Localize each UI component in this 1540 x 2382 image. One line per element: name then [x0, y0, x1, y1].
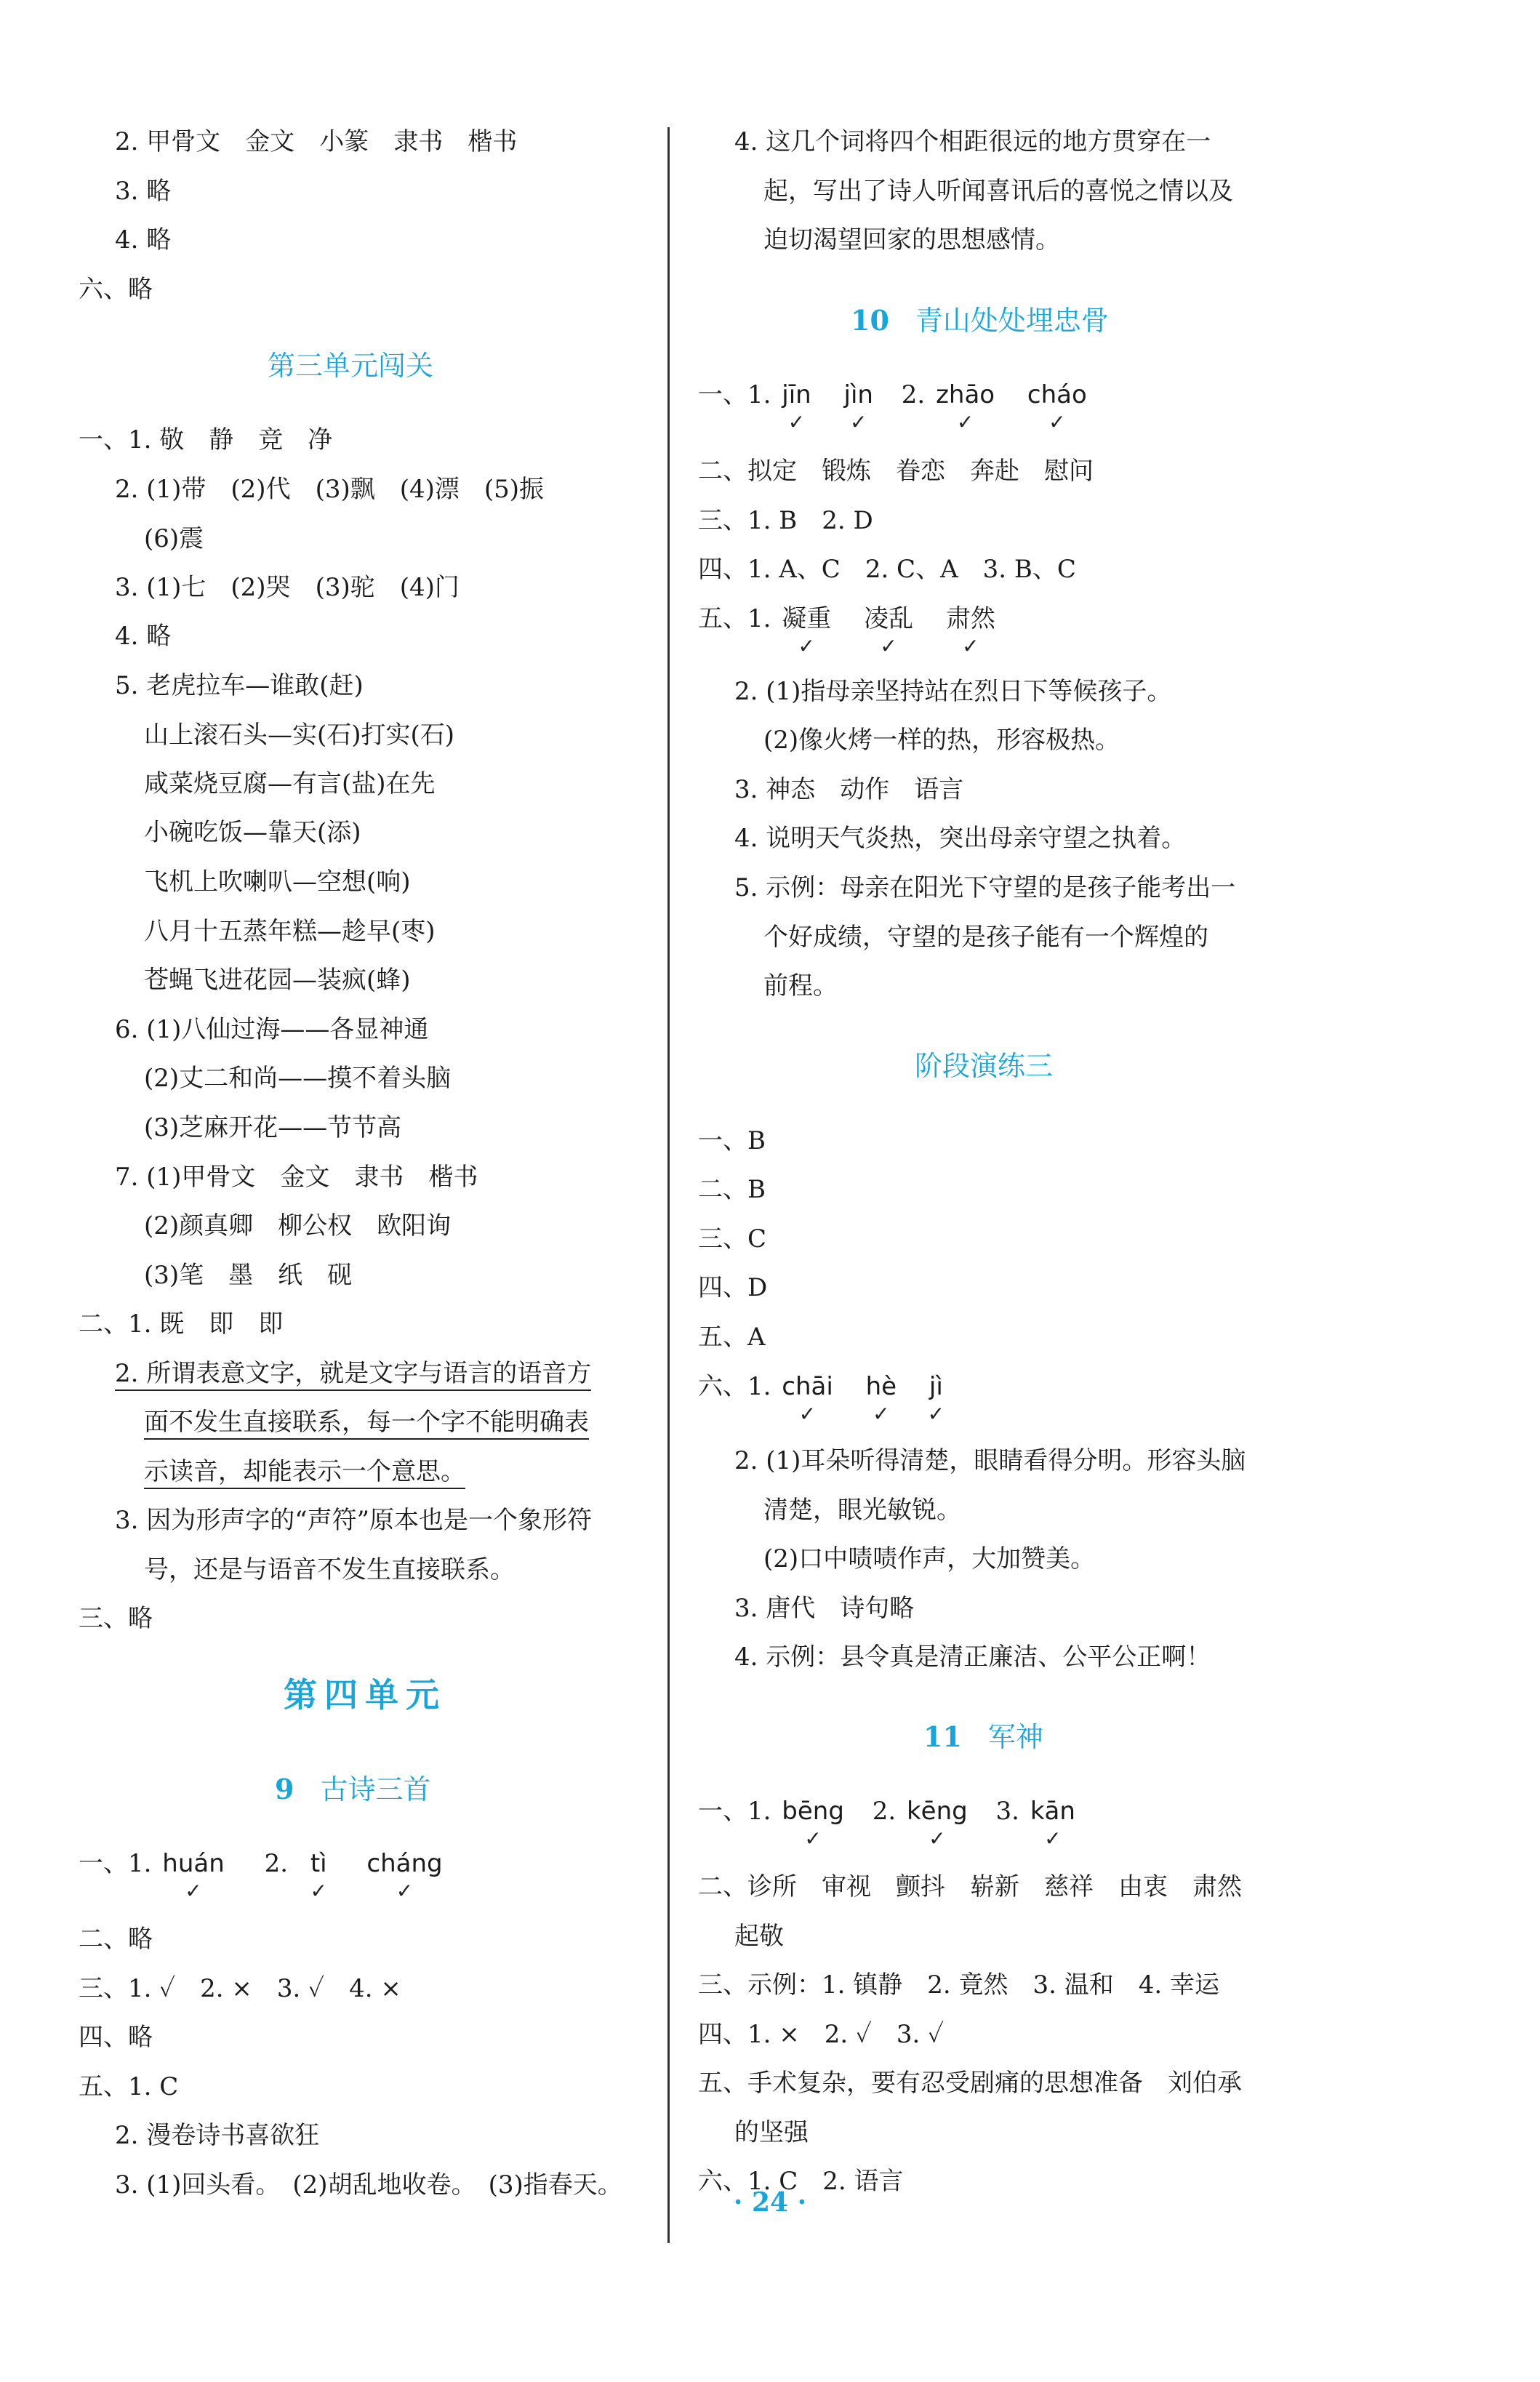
question-number: 五、1.: [698, 604, 771, 633]
answer-line: 4. 略: [115, 622, 172, 651]
answer-line: 2. (1)指母亲坚持站在烈日下等候孩子。: [734, 677, 1172, 706]
answer-line: (3)笔 墨 纸 砚: [144, 1261, 353, 1290]
question-number: 一、1.: [698, 1797, 771, 1826]
answer-line: 前程。: [763, 971, 838, 1000]
answer-line: (2)颜真卿 柳公权 欧阳询: [144, 1211, 452, 1240]
word-checked: 凝重 ✓: [782, 602, 831, 635]
answer-line: (6)震: [144, 524, 204, 553]
answer-line: 起敬: [734, 1922, 784, 1951]
answer-line: 四、1. × 2. ✓ 3. ✓: [698, 2020, 945, 2049]
pinyin-checked: cháng ✓: [366, 1847, 442, 1880]
underlined-text: 面不发生直接联系，每一个字不能明确表: [144, 1408, 589, 1440]
answer-line: (2)口中啧啧作声，大加赞美。: [763, 1544, 1096, 1573]
question-number: 2.: [872, 1797, 897, 1826]
answer-line: 一、B: [698, 1126, 766, 1155]
answer-line: 起，写出了诗人听闻喜讯后的喜悦之情以及: [763, 177, 1233, 206]
pinyin-checked: bēng ✓: [782, 1794, 844, 1828]
question-number: 2.: [901, 380, 926, 409]
section-title-stage3: 阶段演练三: [915, 1050, 1054, 1082]
lesson-title: 青山处处埋忠骨: [915, 305, 1109, 337]
answer-line: 2. (1)带 (2)代 (3)飘 (4)漂 (5)振: [115, 475, 545, 504]
answer-line: 3. 神态 动作 语言: [734, 775, 964, 804]
answer-line: 迫切渴望回家的思想感情。: [763, 225, 1060, 254]
answer-line: 号，还是与语音不发生直接联系。: [144, 1555, 515, 1584]
answer-line: 5. 老虎拉车—谁敢(赶): [115, 671, 364, 700]
lesson-title: 古诗三首: [320, 1773, 431, 1805]
lesson-number: 10: [851, 304, 889, 337]
answer-line: 三、C: [698, 1224, 767, 1254]
section-title-unit3: 第三单元闯关: [268, 350, 434, 382]
answer-line: 3. 因为形声字的“声符”原本也是一个象形符: [115, 1506, 593, 1535]
answer-line: 苍蝇飞进花园—装疯(蜂): [144, 966, 411, 995]
answer-line: 四、D: [698, 1273, 768, 1302]
answer-line: 二、1. 既 即 即: [79, 1310, 284, 1339]
answer-line: 三、示例：1. 镇静 2. 竟然 3. 温和 4. 幸运: [698, 1970, 1219, 2000]
answer-line: 一、1. 敬 静 竞 净: [79, 425, 333, 454]
pinyin-checked: jīn ✓: [782, 378, 811, 412]
answer-line: 2. (1)耳朵听得清楚，眼睛看得分明。形容头脑: [734, 1446, 1246, 1475]
answer-line: 六、1. C 2. 语言: [698, 2167, 904, 2196]
pinyin-checked: huán ✓: [162, 1847, 224, 1880]
answer-line: [698, 602, 998, 635]
answer-line: 二、B: [698, 1175, 766, 1204]
answer-line: 六、略: [79, 275, 153, 304]
section-title-lesson10: [851, 298, 1109, 338]
answer-line: 2. 漫卷诗书喜欲狂: [115, 2121, 320, 2150]
answer-line: 7. (1)甲骨文 金文 隶书 楷书: [115, 1163, 478, 1192]
answer-line: 五、手术复杂，要有忍受剧痛的思想准备 刘伯承: [698, 2069, 1242, 2098]
unit-title: 第四单元: [284, 1675, 446, 1715]
section-title-lesson11: [923, 1715, 1043, 1755]
question-number: 2.: [264, 1849, 289, 1878]
answer-line: 四、略: [79, 2023, 153, 2052]
column-divider: [667, 127, 670, 2243]
answer-line: [144, 1455, 465, 1488]
lesson-number: 11: [923, 1720, 962, 1753]
pinyin-checked: zhāo ✓: [936, 378, 995, 412]
answer-line: 清楚，眼光敏锐。: [763, 1496, 961, 1525]
page-number: · 24 ·: [733, 2187, 807, 2218]
answer-line: 五、1. C: [79, 2072, 179, 2101]
answer-line: 6. (1)八仙过海——各显神通: [115, 1015, 429, 1044]
answer-line: [79, 1847, 446, 1880]
answer-line: 五、A: [698, 1323, 766, 1352]
answer-line: 咸菜烧豆腐—有言(盐)在先: [144, 769, 436, 798]
pinyin-checked: cháo ✓: [1027, 378, 1087, 412]
answer-line: 个好成绩，守望的是孩子能有一个辉煌的: [763, 923, 1208, 952]
answer-line: 三、略: [79, 1604, 153, 1633]
underlined-text: 示读音，却能表示一个意思。: [144, 1457, 465, 1489]
answer-line: [698, 1370, 946, 1403]
answer-line: 二、略: [79, 1925, 153, 1954]
answer-line: 4. 示例：县令真是清正廉洁、公平公正啊！: [734, 1643, 1211, 1672]
answer-line: [698, 1794, 1078, 1828]
word-checked: 凌乱 ✓: [864, 602, 913, 635]
answer-line: [115, 1357, 591, 1390]
answer-line: 八月十五蒸年糕—趁早(枣): [144, 917, 436, 946]
question-number: 六、1.: [698, 1372, 771, 1401]
pinyin-checked: kān ✓: [1030, 1794, 1075, 1828]
answer-line: 3. (1)回头看。 (2)胡乱地收卷。 (3)指春天。: [115, 2170, 622, 2199]
pinyin-checked: kēng ✓: [907, 1794, 968, 1828]
answer-line: 小碗吃饭—靠天(添): [144, 818, 361, 847]
answer-line: 三、1. B 2. D: [698, 506, 873, 535]
answer-line: 4. 略: [115, 225, 172, 254]
answer-line: 四、1. A、C 2. C、A 3. B、C: [698, 555, 1076, 584]
word-checked: 肃然 ✓: [946, 602, 995, 635]
pinyin-checked: chāi ✓: [782, 1370, 833, 1403]
pinyin-checked: tì ✓: [310, 1847, 327, 1880]
pinyin-checked: jìn ✓: [844, 378, 873, 412]
answer-line: [144, 1405, 589, 1439]
answer-line: 的坚强: [734, 2118, 809, 2147]
answer-line: (2)像火烤一样的热，形容极热。: [763, 726, 1120, 755]
answer-line: 3. 唐代 诗句略: [734, 1594, 915, 1623]
underlined-text: 2. 所谓表意文字，就是文字与语言的语音方: [115, 1359, 591, 1391]
answer-line: 三、1. ✓ 2. × 3. ✓ 4. ×: [79, 1974, 401, 2003]
answer-line: 飞机上吹喇叭—空想(响): [144, 867, 411, 897]
answer-line: 3. (1)七 (2)哭 (3)驼 (4)门: [115, 573, 460, 602]
question-number: 一、1.: [698, 380, 771, 409]
lesson-number: 9: [275, 1773, 294, 1805]
answer-line: 二、拟定 锻炼 眷恋 奔赴 慰问: [698, 457, 1094, 486]
pinyin-checked: jì ✓: [929, 1370, 943, 1403]
answer-line: 二、诊所 审视 颤抖 崭新 慈祥 由衷 肃然: [698, 1872, 1242, 1901]
answer-line: [698, 378, 1090, 412]
answer-line: 4. 说明天气炎热，突出母亲守望之执着。: [734, 824, 1187, 853]
answer-line: 5. 示例：母亲在阳光下守望的是孩子能考出一: [734, 873, 1236, 902]
answer-line: 2. 甲骨文 金文 小篆 隶书 楷书: [115, 127, 518, 156]
answer-line: (2)丈二和尚——摸不着头脑: [144, 1064, 452, 1093]
pinyin-checked: hè ✓: [866, 1370, 897, 1403]
answer-line: 4. 这几个词将四个相距很远的地方贯穿在一: [734, 127, 1211, 156]
question-number: 3.: [995, 1797, 1019, 1826]
question-number: 一、1.: [79, 1849, 152, 1878]
section-title-lesson9: [275, 1767, 430, 1807]
lesson-title: 军神: [987, 1721, 1043, 1753]
answer-line: (3)芝麻开花——节节高: [144, 1113, 402, 1142]
answer-line: 3. 略: [115, 177, 172, 206]
answer-line: 山上滚石头—实(石)打实(石): [144, 721, 455, 750]
